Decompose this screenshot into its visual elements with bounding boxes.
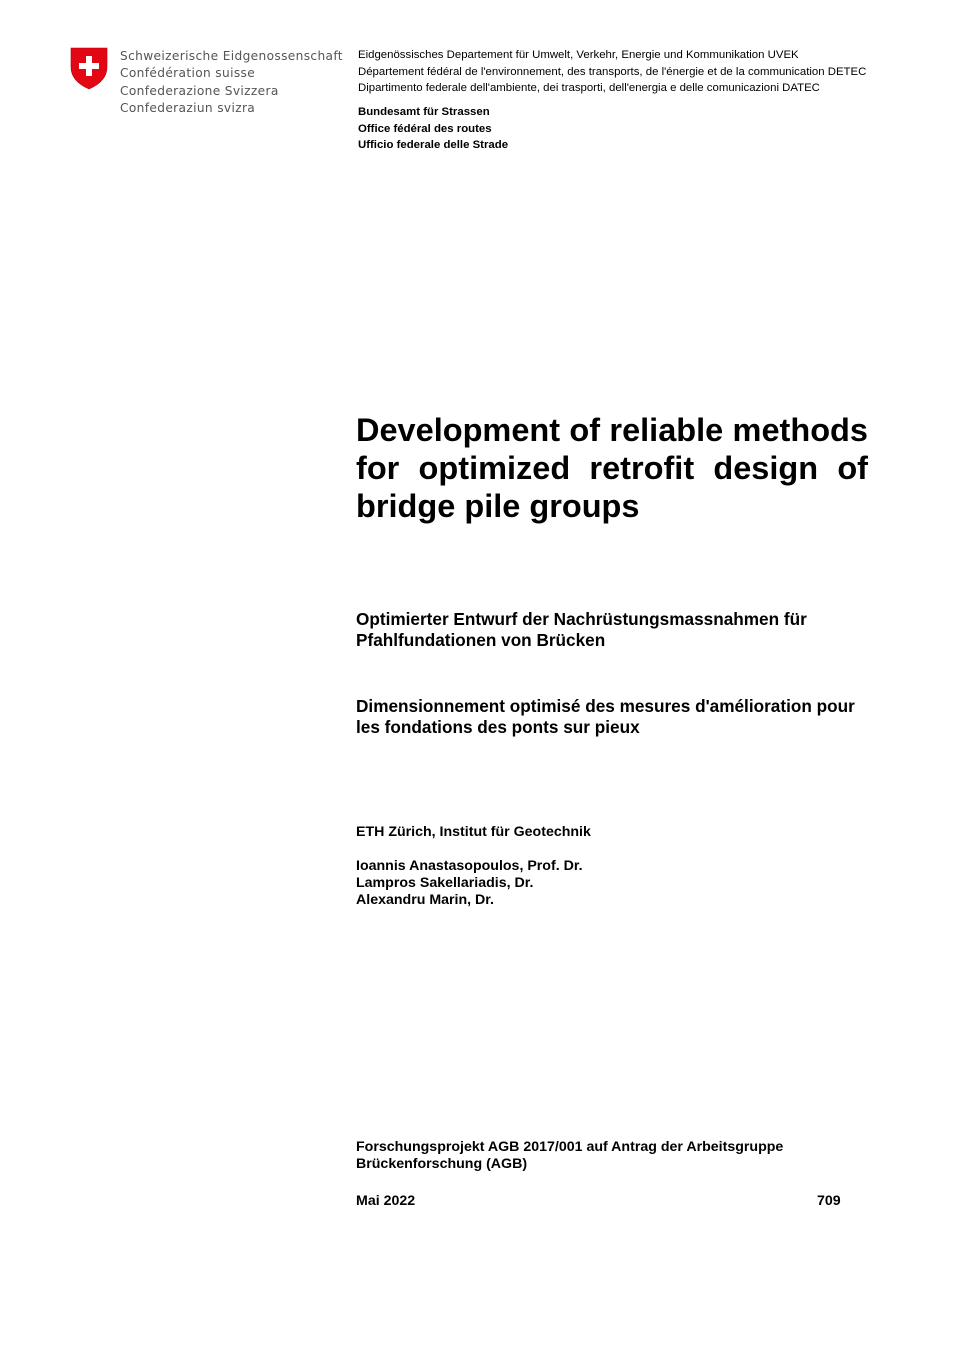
author-name: Alexandru Marin, Dr. bbox=[356, 892, 494, 908]
institute-name: ETH Zürich, Institut für Geotechnik bbox=[356, 824, 591, 840]
author-name: Lampros Sakellariadis, Dr. bbox=[356, 875, 534, 891]
research-project-line: Brückenforschung (AGB) bbox=[356, 1156, 528, 1172]
swiss-coat-of-arms-icon bbox=[70, 47, 108, 90]
department-names bbox=[358, 47, 866, 97]
confederation-name-fr: Confédération suisse bbox=[120, 66, 256, 81]
confederation-name-rm: Confederaziun svizra bbox=[120, 101, 256, 116]
confederation-name-de: Schweizerische Eidgenossenschaft bbox=[120, 49, 343, 63]
subtitle-french: Dimensionnement optimisé des mesures d'amélioration pour les fondations des ponts sur pieux bbox=[356, 696, 855, 737]
office-name-it: Ufficio federale delle Strade bbox=[358, 139, 509, 151]
publication-date: Mai 2022 bbox=[356, 1193, 416, 1209]
author-list bbox=[356, 858, 583, 909]
report-title: Development of reliable methods for optimized retrofit design of bridge pile groups bbox=[356, 412, 868, 524]
research-project-info bbox=[356, 1139, 783, 1173]
office-name-de: Bundesamt für Strassen bbox=[358, 106, 490, 118]
office-names bbox=[358, 104, 508, 154]
subtitle-german: Optimierter Entwurf der Nachrüstungsmassnahmen für Pfahlfundationen von Brücken bbox=[356, 609, 807, 650]
research-project-line: Forschungsprojekt AGB 2017/001 auf Antrag der Arbeitsgruppe bbox=[356, 1139, 784, 1155]
author-name: Ioannis Anastasopoulos, Prof. Dr. bbox=[356, 858, 583, 874]
department-name-fr: Département fédéral de l'environnement, des transports, de l'énergie et de la communication DETEC bbox=[358, 65, 867, 78]
department-name-de: Eidgenössisches Departement für Umwelt, Verkehr, Energie und Kommunikation UVEK bbox=[358, 49, 799, 61]
confederation-name-it: Confederazione Svizzera bbox=[120, 83, 279, 98]
department-name-it: Dipartimento federale dell'ambiente, dei trasporti, dell'energia e delle comunicazioni DATEC bbox=[358, 82, 820, 94]
office-name-fr: Office fédéral des routes bbox=[358, 122, 492, 135]
report-number: 709 bbox=[817, 1193, 841, 1209]
confederation-names bbox=[120, 48, 343, 118]
